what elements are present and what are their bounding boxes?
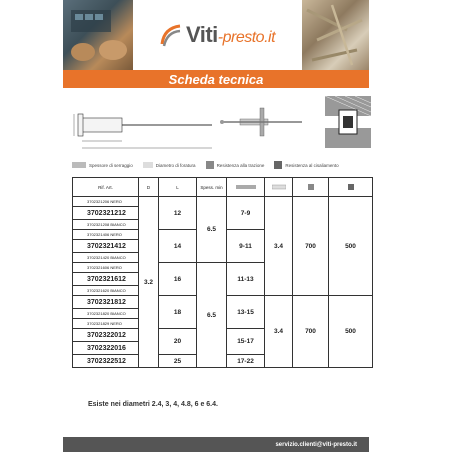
legend-item: Diametro di foratura: [143, 162, 196, 168]
tension-cell: 700: [293, 197, 329, 296]
article-code: 3702321406 NERO: [73, 230, 139, 240]
spec-table: [72, 177, 373, 368]
article-code: 3702321206 NERO: [73, 197, 139, 207]
header-hole: [265, 178, 293, 197]
header-d: D: [139, 178, 159, 197]
grip-cell: 15-17: [227, 329, 265, 355]
header-spess: Spess. min: [197, 178, 227, 197]
shear-icon: [274, 161, 282, 169]
article-code: 3702321620 BIANCO: [73, 286, 139, 296]
header-l: L: [159, 178, 197, 197]
article-code: 3702321606 NERO: [73, 263, 139, 273]
grip-cell: 17-22: [227, 355, 265, 368]
legend-item: Resistenza al cisaliamento: [274, 161, 338, 169]
article-code: 3702321820 BIANCO: [73, 309, 139, 319]
legend: [72, 159, 372, 171]
article-code: 3702322016: [73, 342, 139, 355]
article-code: 3702321420 BIANCO: [73, 253, 139, 263]
length-cell: 16: [159, 263, 197, 296]
length-cell: 12: [159, 197, 197, 230]
table-header-row: [73, 178, 373, 197]
logo-text: Viti-presto.it: [185, 22, 276, 47]
hole-cell: 3.4: [265, 197, 293, 296]
page-title: Scheda tecnica: [168, 71, 264, 87]
article-code: 3702321612: [73, 273, 139, 286]
footer: [63, 437, 369, 452]
header-shear: [329, 178, 373, 197]
tools-photo: [63, 0, 133, 70]
article-code: 3702321212: [73, 207, 139, 220]
article-code: 3702322012: [73, 329, 139, 342]
length-cell: 25: [159, 355, 197, 368]
length-cell: 20: [159, 329, 197, 355]
hole-icon: [272, 184, 286, 190]
diameter-note: Esiste nei diametri 2.4, 3, 4, 4.8, 6 e 6.4.: [88, 401, 218, 408]
cross-section-drawing: [325, 96, 371, 148]
grip-icon: [236, 184, 256, 190]
grip-icon: [72, 162, 86, 168]
hole-cell: 3.4: [265, 296, 293, 368]
grip-cell: 7-9: [227, 197, 265, 230]
article-code: 3702322512: [73, 355, 139, 368]
title-bar: [63, 70, 369, 88]
header-tension: [293, 178, 329, 197]
tension-icon: [206, 161, 214, 169]
article-code: 3702321208 BIANCO: [73, 220, 139, 230]
legend-item: Spessore di serraggio: [72, 162, 133, 168]
grip-cell: 13-15: [227, 296, 265, 329]
spess-cell: 6.5: [197, 197, 227, 263]
footer-email[interactable]: servizio.clienti@viti-presto.it: [275, 441, 357, 448]
shear-cell: 500: [329, 197, 373, 296]
shear-icon: [344, 183, 358, 191]
diameter-cell: 3.2: [139, 197, 159, 368]
tension-cell: 700: [293, 296, 329, 368]
logo-swoosh-icon: [160, 22, 182, 48]
article-code: 3702321412: [73, 240, 139, 253]
rivet-drawing: [72, 96, 302, 154]
tension-icon: [306, 182, 316, 192]
hole-icon: [143, 162, 153, 168]
logo: [133, 0, 302, 70]
shear-cell: 500: [329, 296, 373, 368]
article-code: 3702321812: [73, 296, 139, 309]
article-code: 3702321829 NERO: [73, 319, 139, 329]
legend-item: Resistenza alla trazione: [206, 161, 265, 169]
length-cell: 14: [159, 230, 197, 263]
header-art: Rif. Art.: [73, 178, 139, 197]
spess-cell: 6.5: [197, 263, 227, 368]
header-grip: [227, 178, 265, 197]
table-row: [73, 197, 373, 207]
length-cell: 18: [159, 296, 197, 329]
grip-cell: 9-11: [227, 230, 265, 263]
screws-photo: [302, 0, 369, 70]
grip-cell: 11-13: [227, 263, 265, 296]
header: [63, 0, 369, 70]
